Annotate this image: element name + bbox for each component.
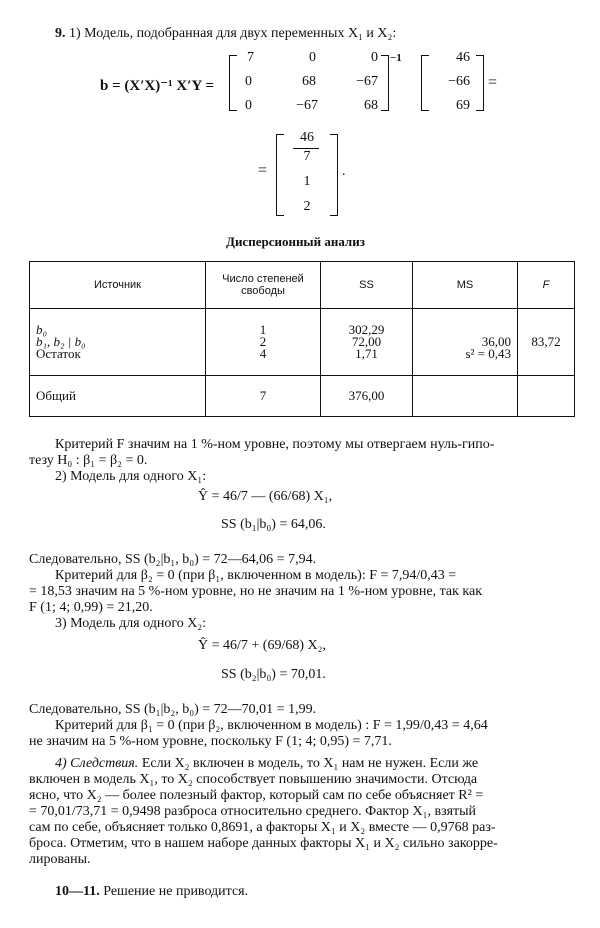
paragraph-line: не значим на 5 %-ном уровне, поскольку F (1; 4; 0,95) = 7,71. [29,734,392,749]
equation: SS (b₂|b₀) = 70,01. [221,667,326,682]
source-b0: b₀ [36,322,48,337]
vector-left-bracket [421,55,429,111]
paragraph-line: броса. Отметим, что в нашем наборе данных факторы X₁ и X₂ сильно закорре- [29,836,498,851]
ss-value: 1,71 [355,346,378,361]
header-df [206,262,321,309]
result-cell: 1 [303,174,311,189]
df-cell [206,309,321,376]
vector-cell: 46 [456,50,470,65]
paragraph-line: Следовательно, SS (b₂|b₁, b₀) = 72—64,06 = 7,94. [29,552,317,567]
sources-cell [30,309,206,376]
source-residual: Остаток [36,346,81,361]
paragraph-line: тезу H₀ : β₁ = β₂ = 0. [29,453,148,468]
paragraph-line: F (1; 4; 0,99) = 21,20. [29,600,153,615]
result-cell: 46 [300,130,314,145]
section-10-11-number: 10—11. [55,884,100,899]
paragraph-line: Критерий F значим на 1 %-ном уровне, поэтому мы отвергаем нуль-гипо- [55,437,495,452]
ms-cell [413,309,518,376]
df-value: 1 [259,322,267,337]
header-f: F [518,262,575,309]
matrix-cell: 68 [364,98,378,113]
vector-cell: 69 [456,98,470,113]
matrix-cell: 0 [309,50,316,65]
paragraph-line: Критерий для β₂ = 0 (при β₁, включенном в модель): F = 7,94/0,43 = [55,568,457,583]
paragraph-line [55,884,599,900]
f-cell [518,309,575,376]
consequences-label: 4) Следствия. [55,756,139,771]
paragraph-line: Критерий для β₁ = 0 (при β₂, включенном в модель) : F = 1,99/0,43 = 4,64 [55,718,488,733]
header-df-line1: Число степеней [222,273,304,285]
vector-right-bracket [476,55,484,111]
result-cell: 2 [303,199,311,214]
ms-value: 36,00 [481,334,511,349]
total-label: Общий [30,376,206,417]
df-value: 2 [259,334,267,349]
paragraph-line: = 18,53 значим на 5 %-ном уровне, но не значим на 1 %-ном уровне, так как [29,584,483,599]
matrix-right-bracket [381,55,389,111]
section-number: 9. [55,26,66,41]
f-value: 83,72 [531,334,561,349]
paragraph-line [55,756,599,772]
paragraph-line: 2) Модель для одного X₁: [55,469,207,484]
source-b1b2: b₁, b₂ | b₀ [36,334,86,349]
total-f-empty [518,376,575,417]
header-df-line2: свободы [241,285,285,297]
section-title: 1) Модель, подобранная для двух переменных X₁ и X₂: [69,26,397,41]
equation: Ŷ = 46/7 + (69/68) X₂, [198,638,326,653]
section-10-11-text: Решение не приводится. [99,884,249,899]
result-right-bracket [330,134,338,216]
df-value: 4 [259,346,267,361]
header-ss: SS [321,262,413,309]
header-ms: MS [413,262,518,309]
paragraph-line: 3) Модель для одного X₂: [55,616,207,631]
result-period: . [342,164,346,179]
ss-cell [321,309,413,376]
paragraph-line: сам по себе, объясняет только 0,8691, а факторы X₁ и X₂ вместе — 0,9768 раз- [29,820,496,835]
matrix-cell: 7 [247,50,254,65]
result-equals: = [258,162,268,179]
anova-header-row [30,262,575,309]
anova-table [29,261,575,417]
vector-cell: −66 [448,74,470,89]
header-source: Источник [30,262,206,309]
paragraph-line: лированы. [29,852,91,867]
ms-residual: s² = 0,43 [465,346,511,361]
anova-total-row [30,376,575,417]
matrix-cell: −67 [296,98,318,113]
equation-lhs: b = (X′X)⁻¹ X′Y = [100,78,215,94]
total-ms-empty [413,376,518,417]
inverse-exponent: −1 [390,52,402,64]
ss-value: 302,29 [348,322,385,337]
result-left-bracket [276,134,284,216]
consequences-text: Если X₂ включен в модель, то X₁ нам не нужен. Если же [138,756,479,771]
matrix-cell: 68 [302,74,316,89]
paragraph-line: = 70,01/73,71 = 0,9498 разброса относительно среднего. Фактор X₁, взятый [29,804,477,819]
section-9-heading [55,26,396,42]
matrix-cell: 0 [245,98,252,113]
anova-body-row [30,309,575,376]
anova-title: Дисперсионный анализ [226,234,365,249]
paragraph-line: включен в модель X₁, то X₂ способствует повышению значимости. Отсюда [29,772,478,787]
result-cell: 7 [303,149,311,164]
paragraph-line: ясно, что X₂ — более полезный фактор, который сам по себе объясняет R² = [29,788,484,803]
total-df: 7 [206,376,321,417]
equals-sign: = [488,74,498,91]
matrix-cell: −67 [356,74,378,89]
matrix-left-bracket [229,55,237,111]
equation: SS (b₁|b₀) = 64,06. [221,517,326,532]
matrix-cell: 0 [245,74,252,89]
equation: Ŷ = 46/7 — (66/68) X₁, [198,489,333,504]
matrix-cell: 0 [371,50,378,65]
total-ss: 376,00 [321,376,413,417]
paragraph-line: Следовательно, SS (b₁|b₂, b₀) = 72—70,01 = 1,99. [29,702,317,717]
ss-value: 72,00 [351,334,382,349]
